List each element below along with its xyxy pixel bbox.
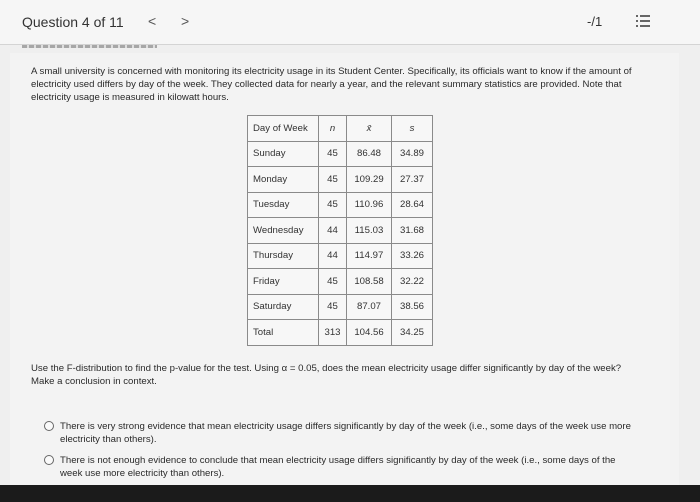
table-row bbox=[248, 141, 433, 167]
cell-n: 45 bbox=[319, 294, 347, 320]
problem-intro: A small university is concerned with monitoring its electricity usage in its Student Center. Specifically, its officials want to know if the amount of electricity used differs by day of the week. They collected data for nearly a year, and the relevant summary statistics are provided. Note that electricity usage is measured in kilowatt hours. bbox=[31, 66, 632, 103]
cell-n: 45 bbox=[319, 141, 347, 167]
cell-mean: 115.03 bbox=[347, 218, 392, 244]
question-prompt: Use the F-distribution to find the p-value for the test. Using α = 0.05, does the mean electricity usage differ significantly by day of the week? Make a conclusion in context. bbox=[31, 363, 622, 387]
question-list-icon[interactable] bbox=[636, 15, 650, 27]
cell-mean: 86.48 bbox=[347, 141, 392, 167]
column-header-mean: x̄ bbox=[347, 116, 392, 142]
table-row bbox=[248, 243, 433, 269]
cell-n: 313 bbox=[319, 320, 347, 346]
radio-button[interactable] bbox=[44, 421, 54, 431]
cell-mean: 110.96 bbox=[347, 192, 392, 218]
cell-n: 45 bbox=[319, 167, 347, 193]
summary-statistics-table bbox=[247, 115, 433, 346]
cell-n: 44 bbox=[319, 218, 347, 244]
cell-n: 45 bbox=[319, 192, 347, 218]
table-row bbox=[248, 218, 433, 244]
cell-mean: 108.58 bbox=[347, 269, 392, 295]
table-row bbox=[248, 269, 433, 295]
table-row bbox=[248, 192, 433, 218]
cell-n: 44 bbox=[319, 243, 347, 269]
cell-sd: 38.56 bbox=[392, 294, 433, 320]
cell-sd: 33.26 bbox=[392, 243, 433, 269]
cell-sd: 34.25 bbox=[392, 320, 433, 346]
previous-question-button[interactable]: < bbox=[148, 13, 157, 29]
column-header-day: Day of Week bbox=[248, 116, 319, 142]
option-label: There is very strong evidence that mean electricity usage differs significantly by day of the week (i.e., some days of the week use more electricity than others). bbox=[60, 421, 631, 445]
cell-day: Saturday bbox=[248, 294, 319, 320]
question-score: -/1 bbox=[587, 14, 603, 29]
cell-mean: 87.07 bbox=[347, 294, 392, 320]
next-question-button[interactable]: > bbox=[181, 13, 190, 29]
radio-button[interactable] bbox=[44, 455, 54, 465]
cell-day: Monday bbox=[248, 167, 319, 193]
cell-day: Wednesday bbox=[248, 218, 319, 244]
table-row-total bbox=[248, 320, 433, 346]
cell-n: 45 bbox=[319, 269, 347, 295]
table-row bbox=[248, 167, 433, 193]
cell-mean: 109.29 bbox=[347, 167, 392, 193]
cell-sd: 27.37 bbox=[392, 167, 433, 193]
cell-mean: 104.56 bbox=[347, 320, 392, 346]
question-header bbox=[0, 0, 700, 45]
blurred-text-strip bbox=[22, 45, 157, 48]
cell-day: Friday bbox=[248, 269, 319, 295]
cell-day: Thursday bbox=[248, 243, 319, 269]
cell-sd: 32.22 bbox=[392, 269, 433, 295]
cell-sd: 31.68 bbox=[392, 218, 433, 244]
cell-sd: 34.89 bbox=[392, 141, 433, 167]
cell-day: Tuesday bbox=[248, 192, 319, 218]
cell-mean: 114.97 bbox=[347, 243, 392, 269]
table-row bbox=[248, 294, 433, 320]
cell-day: Sunday bbox=[248, 141, 319, 167]
cell-sd: 28.64 bbox=[392, 192, 433, 218]
option-label: There is not enough evidence to conclude that mean electricity usage differs significantly by day of the week (i.e., some days of the week use more electricity than others). bbox=[60, 455, 616, 479]
question-counter: Question 4 of 11 bbox=[22, 14, 124, 30]
cell-day: Total bbox=[248, 320, 319, 346]
column-header-n: n bbox=[319, 116, 347, 142]
table-header-row bbox=[248, 116, 433, 142]
column-header-sd: s bbox=[392, 116, 433, 142]
